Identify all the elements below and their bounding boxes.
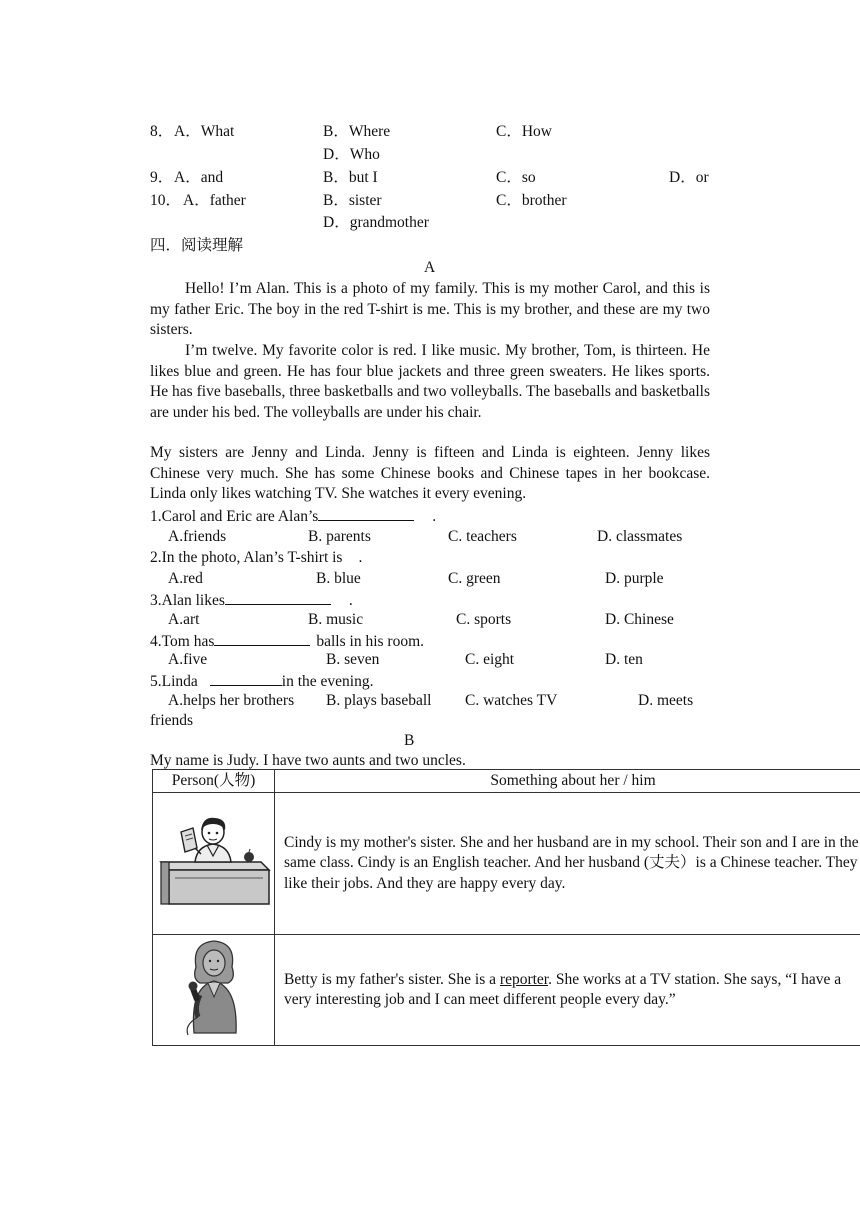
header-about: Something about her / him <box>275 770 860 793</box>
mc-option-d: D．grandmother <box>323 214 429 231</box>
option-b: B. plays baseball <box>326 692 432 709</box>
option-a: A.helps her brothers <box>168 692 295 709</box>
mc-num: 10． <box>150 192 182 209</box>
option-b: B. music <box>308 611 364 628</box>
option-a: A.friends <box>168 528 227 545</box>
betty-description: Betty is my father's sister. She is a reporter. She works at a TV station. She says, “I have a very interesting job and I can meet different people every day.” <box>275 935 860 1046</box>
person-image-cell <box>153 935 275 1046</box>
option-d: D. meets <box>638 692 694 709</box>
option-c: C. watches TV <box>465 692 558 709</box>
option-d-continued: friends <box>150 712 194 729</box>
passage-a-paragraph-1: Hello! I’m Alan. This is a photo of my family. This is my mother Carol, and this is my father Eric. The boy in the red T-shirt is me. This is my brother, and these are my two sisters. <box>150 280 710 338</box>
question-stem: 1.Carol and Eric are Alan’s . <box>150 508 437 525</box>
passage-a-label: A <box>424 259 436 276</box>
mc-option-b: B．Where <box>323 123 391 140</box>
question-stem: 5.Linda in the evening. <box>150 673 374 690</box>
answer-blank <box>225 590 331 605</box>
option-a: A.art <box>168 611 200 628</box>
option-c: C. teachers <box>448 528 517 545</box>
mc-option-c: C．so <box>496 169 536 186</box>
passage-b-intro: My name is Judy. I have two aunts and two uncles. <box>150 752 466 769</box>
option-d: D. purple <box>605 570 664 587</box>
answer-blank <box>318 506 414 521</box>
mc-option-c: C．brother <box>496 192 567 209</box>
header-person: Person(人物) <box>153 770 275 793</box>
option-a: A.red <box>168 570 203 587</box>
option-c: C. green <box>448 570 501 587</box>
mc-option-a: A．father <box>183 192 246 209</box>
mc-num: 9． <box>150 169 174 186</box>
mc-option-a: A．What <box>174 123 235 140</box>
option-b: B. seven <box>326 651 380 668</box>
mc-option-d: D．or <box>669 169 709 186</box>
question-stem: 2.In the photo, Alan’s T-shirt is . <box>150 549 363 566</box>
mc-option-d: D．Who <box>323 146 380 163</box>
person-image-cell <box>153 793 275 935</box>
table-header-row <box>153 770 860 793</box>
passage-a-paragraph-2: I’m twelve. My favorite color is red. I like music. My brother, Tom, is thirteen. He likes blue and green. He has four blue jackets and three green sweaters. He likes sports. He has five baseballs, three basketballs and two volleyballs. The baseballs and basketballs are under his bed. The volleyballs are under his chair. <box>150 342 710 421</box>
relatives-table <box>152 769 860 1046</box>
mc-option-b: B．sister <box>323 192 382 209</box>
question-stem: 4.Tom has balls in his room. <box>150 633 424 650</box>
mc-num: 8． <box>150 123 174 140</box>
option-b: B. parents <box>308 528 371 545</box>
passage-b-label: B <box>404 732 415 749</box>
section-title: 四．阅读理解 <box>150 237 244 254</box>
table-row <box>153 935 860 1046</box>
option-d: D. classmates <box>597 528 683 545</box>
answer-blank <box>214 631 310 646</box>
mc-option-c: C．How <box>496 123 552 140</box>
teacher-at-desk-icon <box>157 814 271 906</box>
option-c: C. sports <box>456 611 512 628</box>
table-row <box>153 793 860 935</box>
question-stem: 3.Alan likes . <box>150 592 353 609</box>
mc-option-a: A．and <box>174 169 224 186</box>
option-a: A.five <box>168 651 208 668</box>
option-d: D. ten <box>605 651 643 668</box>
option-b: B. blue <box>316 570 361 587</box>
option-c: C. eight <box>465 651 515 668</box>
mc-option-b: B．but I <box>323 169 378 186</box>
reporter-underlined: reporter <box>499 970 549 988</box>
passage-a-paragraph-3: My sisters are Jenny and Linda. Jenny is fifteen and Linda is eighteen. Jenny likes Chinese very much. She has some Chinese books and Chinese tapes in her bookcase. Linda only likes watching TV. She watches it every evening. <box>150 444 710 502</box>
reporter-with-microphone-icon <box>174 937 254 1037</box>
option-d: D. Chinese <box>605 611 674 628</box>
answer-blank <box>210 671 282 686</box>
cindy-description: Cindy is my mother's sister. She and her husband are in my school. Their son and I are in the same class. Cindy is an English teacher. And her husband (丈夫）is a Chinese teacher. They like their jobs. And they are happy every day. <box>275 793 860 935</box>
